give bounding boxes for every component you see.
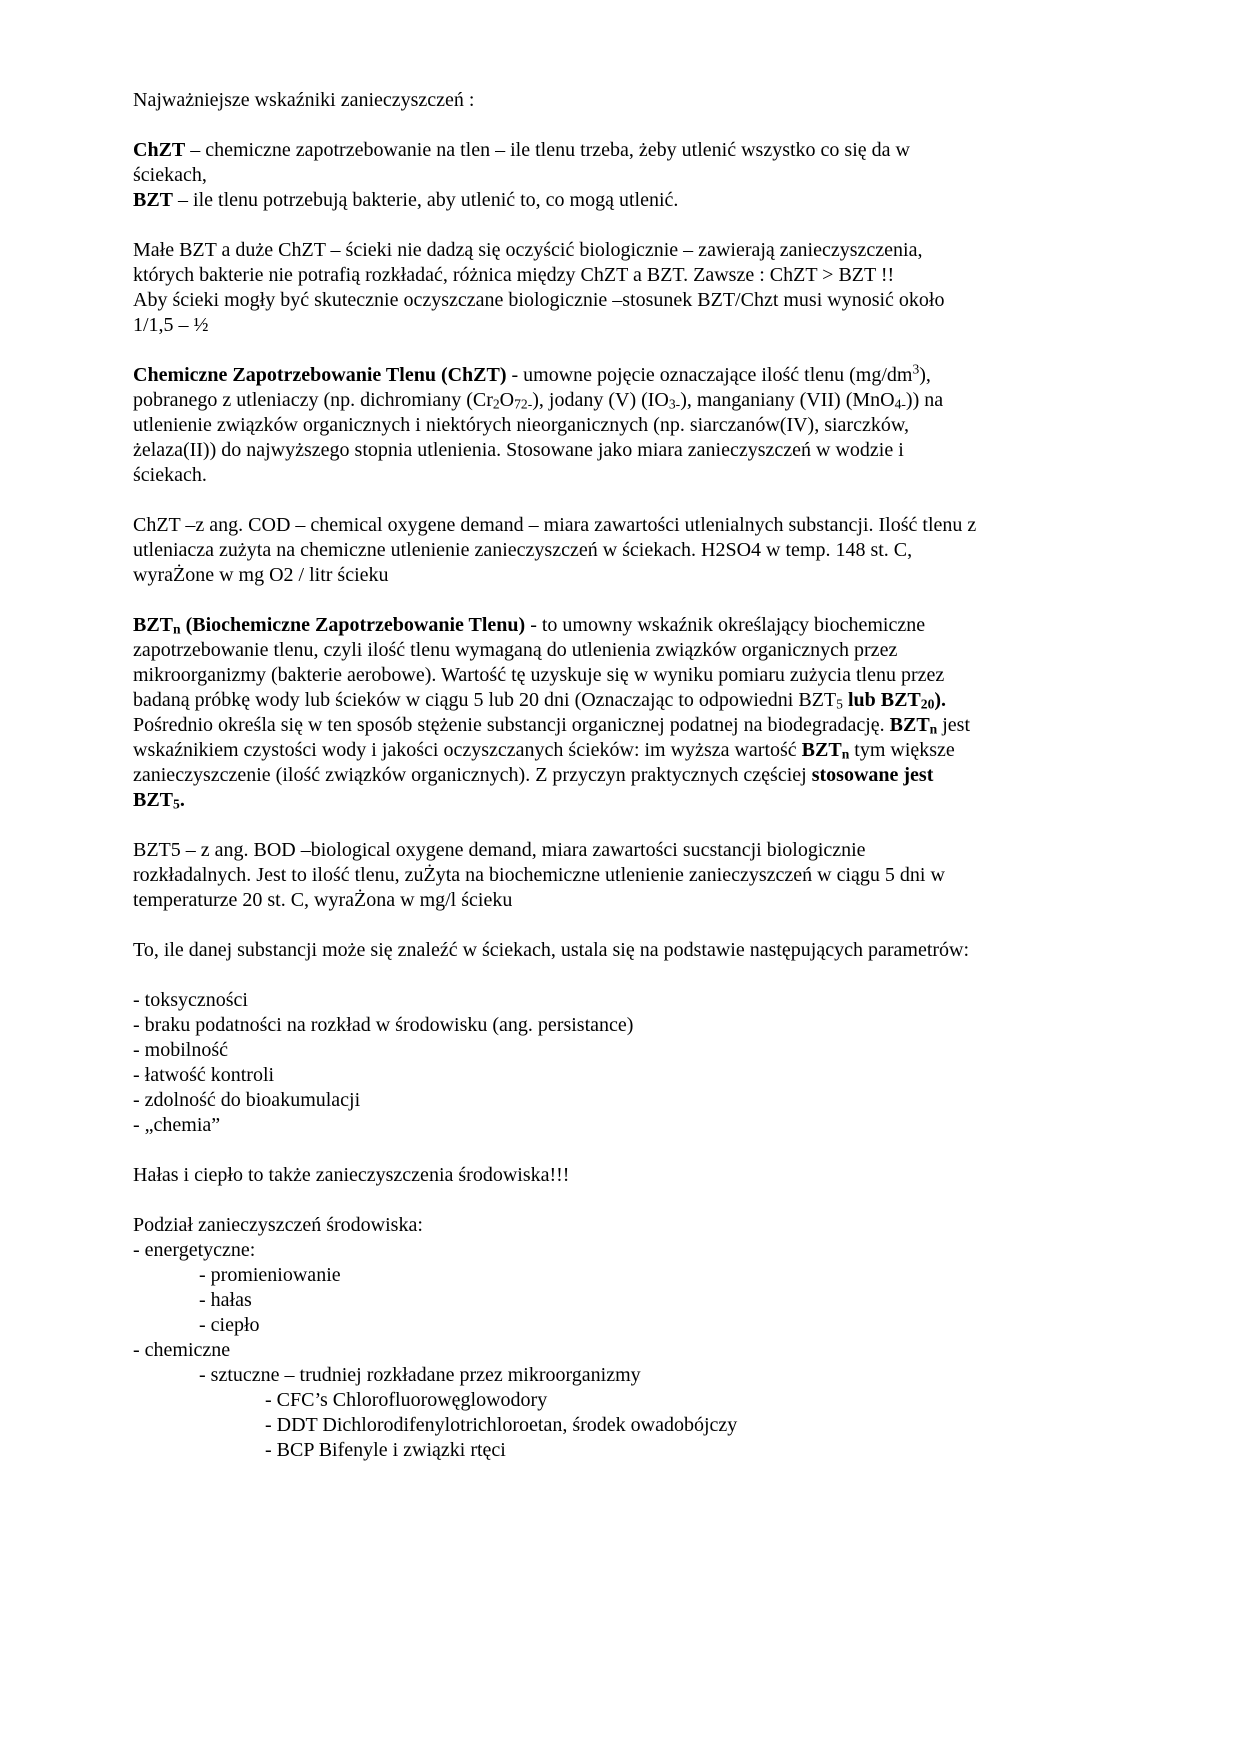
line-energetyczne: [133, 1238, 978, 1263]
text-run: Małe BZT a duże ChZT – ścieki nie dadzą się oczyścić biologicznie – zawierają zanieczyszczenia, których bakterie nie potrafią rozkładać, różnica między ChZT a BZT. Zawsze : ChZT > BZT !!: [133, 239, 923, 286]
para-chzt-bzt-definitions: [133, 138, 978, 213]
text-run: Podział zanieczyszczeń środowiska:: [133, 1214, 423, 1236]
text-run: - to umowny wskaźnik określający biochemiczne zapotrzebowanie tlenu, czyli ilość tlenu wymaganą do utlenienia związków organicznych przez mikroorganizmy (bakterie aerobowe). Wartość tę uzyskuje się w wyniku pomiaru zużycia tlenu przez badaną próbkę wody lub ścieków w ciągu 5 lub 20 dni (Oznaczając to odpowiedni BZT: [133, 614, 945, 711]
text-run: tym większe zanieczyszczenie (ilość związków organicznych). Z przyczyn praktycznych częściej: [133, 739, 955, 786]
text-run: Aby ścieki mogły być skutecznie oczyszczane biologicznie –stosunek BZT/Chzt musi wynosić około 1/1,5 – ½: [133, 289, 945, 336]
para-chemiczne-zapotrzebowanie-tlenu: [133, 363, 978, 488]
list-parametry: [133, 988, 978, 1138]
text-run-bold: 20: [920, 696, 935, 712]
text-run-bold: n: [929, 721, 938, 737]
text-run: ), pobranego z utleniaczy (np. dichromiany (Cr: [133, 364, 931, 411]
text-run-bold: BZT: [889, 714, 930, 736]
text-run-bold: n: [173, 621, 181, 637]
text-run: ), manganiany (VII) (MnO: [680, 389, 895, 411]
text-run: 3: [912, 361, 920, 377]
text-run: ), jodany (V) (IO: [532, 389, 669, 411]
text-run: - mobilność: [133, 1039, 228, 1061]
text-run: - BCP Bifenyle i związki rtęci: [265, 1439, 506, 1461]
text-run-bold: stosowane jest BZT: [133, 764, 934, 811]
text-run: - braku podatności na rozkład w środowisku (ang. persistance): [133, 1014, 634, 1036]
text-run-bold: ChZT: [133, 139, 186, 161]
text-run: 3-: [668, 396, 681, 412]
text-run: - sztuczne – trudniej rozkładane przez mikroorganizmy: [199, 1364, 641, 1386]
text-run-bold: (Biochemiczne Zapotrzebowanie Tlenu): [180, 614, 526, 636]
document-body: [133, 88, 978, 1463]
text-run-bold: n: [841, 746, 850, 762]
line-cieplo-item: [133, 1313, 978, 1338]
text-run: - promieniowanie: [199, 1264, 341, 1286]
para-male-bzt-duze-chzt: [133, 238, 978, 338]
text-run: O: [499, 389, 515, 411]
text-run: ChZT –z ang. COD – chemical oxygene demand – miara zawartości utlenialnych substancji. Ilość tlenu z utleniacza zużyta na chemiczne utlenienie zanieczyszczeń w ściekach. H2SO4 w temp. 148 st. C, wyraŻone w mg O2 / litr ścieku: [133, 514, 977, 586]
text-run-bold: Chemiczne Zapotrzebowanie Tlenu (ChZT): [133, 364, 507, 386]
text-run: Pośrednio określa się w ten sposób stężenie substancji organicznej podatnej na biodegradację.: [133, 714, 890, 736]
text-run: - umowne pojęcie oznaczające ilość tlenu (mg/dm: [506, 364, 913, 386]
text-run: 4-: [894, 396, 906, 412]
line-halas-item: [133, 1288, 978, 1313]
intro-line: [133, 88, 978, 113]
text-run: 72-: [514, 396, 533, 412]
line-cfc: [133, 1388, 978, 1413]
text-run-bold: BZT: [133, 189, 174, 211]
text-run: - CFC’s Chlorofluorowęglowodory: [265, 1389, 548, 1411]
text-run: - hałas: [199, 1289, 252, 1311]
text-run: Hałas i ciepło to także zanieczyszczenia środowiska!!!: [133, 1164, 570, 1186]
text-run: Najważniejsze wskaźniki zanieczyszczeń :: [133, 89, 475, 111]
para-parametry-intro: [133, 938, 978, 963]
line-ddt: [133, 1413, 978, 1438]
text-run: - „chemia”: [133, 1114, 221, 1136]
line-chemiczne: [133, 1338, 978, 1363]
text-run-bold: ).: [934, 689, 947, 711]
text-run: )) na utlenienie związków organicznych i niektórych nieorganicznych (np. siarczanów(IV), siarczków, żelaza(II)) do najwyższego stopnia utlenienia. Stosowane jako miara zanieczyszczeń w wodzie i ściekach.: [133, 389, 944, 486]
text-run: – ile tlenu potrzebują bakterie, aby utlenić to, co mogą utlenić.: [173, 189, 679, 211]
para-chzt-cod: [133, 513, 978, 588]
text-run: - energetyczne:: [133, 1239, 256, 1261]
text-run: - toksyczności: [133, 989, 248, 1011]
text-run: - DDT Dichlorodifenylotrichloroetan, środek owadobójczy: [265, 1414, 738, 1436]
text-run: BZT5 – z ang. BOD –biological oxygene demand, miara zawartości sucstancji biologicznie rozkładalnych. Jest to ilość tlenu, zuŻyta na biochemiczne utlenienie zanieczyszczeń w ciągu 5 dni w temperaturze 20 st. C, wyraŻona w mg/l ścieku: [133, 839, 945, 911]
text-run: - łatwość kontroli: [133, 1064, 275, 1086]
text-run: To, ile danej substancji może się znaleźć w ściekach, ustala się na podstawie następujących parametrów:: [133, 939, 970, 961]
text-run-bold: .: [179, 789, 185, 811]
para-bztn-biochemiczne: [133, 613, 978, 813]
text-run: - chemiczne: [133, 1339, 231, 1361]
text-run: jest wskaźnikiem czystości wody i jakości oczyszczanych ścieków: im wyższa wartość: [133, 714, 971, 761]
text-run-bold: 5: [173, 796, 180, 812]
text-run-bold: lub BZT: [847, 689, 921, 711]
para-halas-cieplo: [133, 1163, 978, 1188]
para-bzt5-bod: [133, 838, 978, 913]
line-podzial-title: [133, 1213, 978, 1238]
text-run: - ciepło: [199, 1314, 260, 1336]
text-run-bold: BZT: [801, 739, 842, 761]
line-sztuczne: [133, 1363, 978, 1388]
text-run: 5: [836, 696, 843, 712]
text-run: – chemiczne zapotrzebowanie na tlen – ile tlenu trzeba, żeby utlenić wszystko co się da w ściekach,: [133, 139, 910, 186]
text-run-bold: BZT: [133, 614, 174, 636]
line-promieniowanie: [133, 1263, 978, 1288]
text-run: - zdolność do bioakumulacji: [133, 1089, 361, 1111]
text-run: 2: [492, 396, 500, 412]
line-bcp: [133, 1438, 978, 1463]
